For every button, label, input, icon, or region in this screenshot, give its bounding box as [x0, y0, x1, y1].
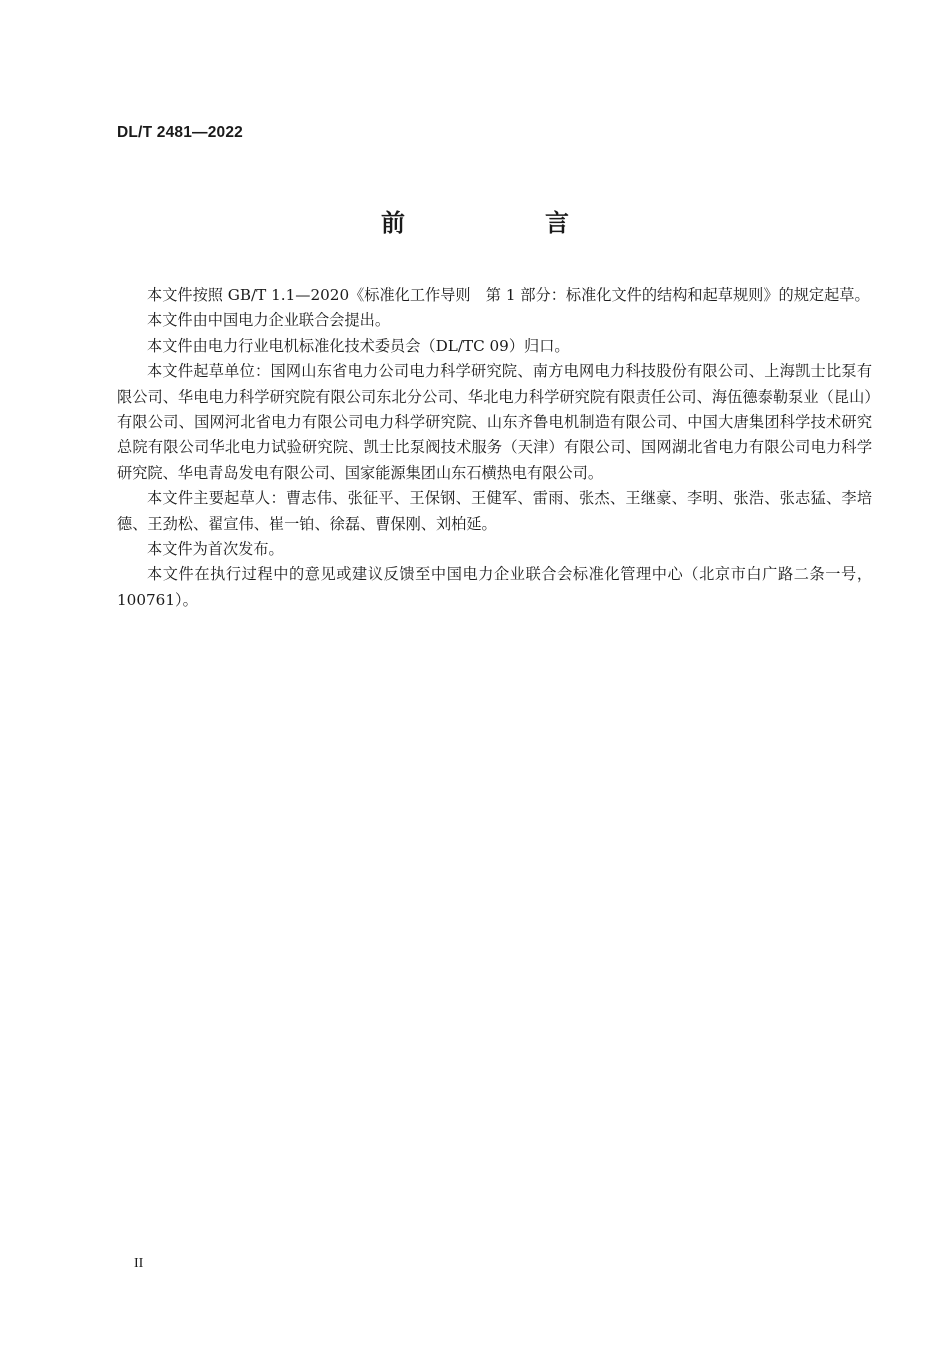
paragraph-drafting-units: 本文件起草单位：国网山东省电力公司电力科学研究院、南方电网电力科技股份有限公司、上海凯士比泵有限公司、华电电力科学研究院有限公司东北分公司、华北电力科学研究院有限责任公司、海伍德泰勒泵业（昆山）有限公司、国网河北省电力有限公司电力科学研究院、山东齐鲁电机制造有限公司、中国大唐集团科学技术研究总院有限公司华北电力试验研究院、凯士比泵阀技术服务（天津）有限公司、国网湖北省电力有限公司电力科学研究院、华电青岛发电有限公司、国家能源集团山东石横热电有限公司。	[117, 362, 872, 482]
paragraph-drafting-rules: 本文件按照 GB/T 1.1—2020《标准化工作导则 第 1 部分：标准化文件的结构和起草规则》的规定起草。	[147, 286, 870, 304]
page-number: II	[134, 1256, 144, 1271]
paragraph-technical-committee: 本文件由电力行业电机标准化技术委员会（DL/TC 09）归口。	[147, 336, 570, 355]
foreword-body	[117, 283, 872, 613]
paragraph-proposer: 本文件由中国电力企业联合会提出。	[147, 311, 390, 330]
paragraph-first-release: 本文件为首次发布。	[147, 540, 284, 559]
standard-code: DL/T 2481—2022	[117, 124, 244, 141]
page-title: 前 言	[381, 209, 627, 237]
paragraph-feedback: 本文件在执行过程中的意见或建议反馈至中国电力企业联合会标准化管理中心（北京市白广路二条一号，100761）。	[117, 565, 872, 609]
paragraph-main-drafters: 本文件主要起草人：曹志伟、张征平、王保钢、王健军、雷雨、张杰、王继豪、李明、张浩、张志猛、李培德、王劲松、翟宣伟、崔一铂、徐磊、曹保刚、刘柏延。	[117, 489, 872, 533]
